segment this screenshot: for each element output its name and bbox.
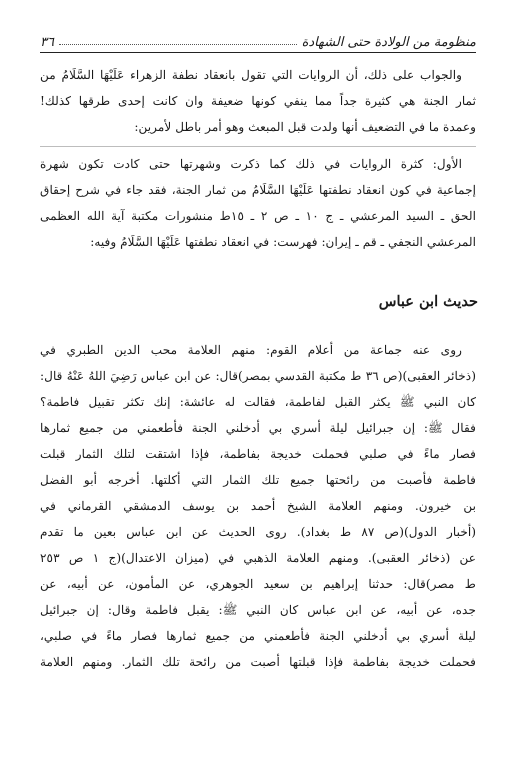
text-line: إجماعية في كون انعقاد نطفتها عَلَيْهَا السَّلَامُ من ثمار الجنة، فقد جاء في شرح إحقاق xyxy=(40,183,476,197)
text-line: فحملت خديجة بفاطمة فإذا قبلتها أصبت من رائحة تلك الثمار. ومنهم العلامة xyxy=(40,655,476,669)
paragraph-3 xyxy=(40,337,476,675)
text-line: عن (ذخائر العقبى). ومنهم العلامة الذهبي في (ميزان الاعتدال)(ج ١ ص ٢٥٣ xyxy=(40,551,476,565)
text-line: كان النبي ﷺ يكثر القبل لفاطمة، فقالت له عائشة: إنك تكثر تقبيل فاطمة؟ xyxy=(40,395,476,409)
page-number: ٣٦ xyxy=(40,35,54,50)
running-header xyxy=(40,26,476,50)
paragraph-1 xyxy=(40,62,476,140)
section-divider xyxy=(40,146,476,147)
text-line: ط مصر)قال: حدثنا إبراهيم بن سعيد الجوهري، عن المأمون، عن أبيه، عن xyxy=(40,577,476,591)
text-line: جده، عن أبيه، عن ابن عباس كان النبي ﷺ: يقبل فاطمة وقال: إن جبرائيل xyxy=(40,603,476,617)
text-line: (ذخائر العقبى)(ص ٣٦ ط مكتبة القدسي بمصر)قال: عن ابن عباس رَضِيَ اللهُ عَنْهُ قال: xyxy=(40,369,476,383)
running-title: منظومة من الولادة حتى الشهادة xyxy=(301,35,476,50)
text-line: وعمدة ما في التضعيف أنها ولدت قبل المبعث وهو أمر باطل لأمرين: xyxy=(134,120,476,134)
dotted-leader xyxy=(59,43,297,45)
text-line: فصار ماءً في صلبي فحملت خديجة بفاطمة، فإذا اشتقت لتلك الثمار قبلت xyxy=(40,447,476,461)
text-line: ثمار الجنة هي كثيرة جداً مما ينفي كونها ضعيفة وان كانت إحدى طرقها كذلك! xyxy=(40,94,476,108)
text-line: بن خيرون. ومنهم العلامة الشيخ أحمد بن يوسف الدمشقي القرماني في xyxy=(40,499,476,513)
header-rule xyxy=(40,52,476,53)
text-line: ليلة أسري بي أدخلني الجنة فأطعمني من جميع ثمارها فصار ماءً في صلبي، xyxy=(40,629,476,643)
text-line: فاطمة فأصبت من رائحتها جميع تلك الثمار التي أكلتها. أخرجه أبو الفضل xyxy=(40,473,476,487)
text-line: روى عنه جماعة من أعلام القوم: منهم العلامة محب الدين الطبري في xyxy=(40,343,462,357)
paragraph-2 xyxy=(40,151,476,255)
text-line: الحق ـ السيد المرعشي ـ ج ١٠ ـ ص ٢ ـ ١٥ط منشورات مكتبة آية الله العظمى xyxy=(40,209,476,223)
section-heading: حديث ابن عباس xyxy=(378,293,478,310)
text-line: والجواب على ذلك، أن الروايات التي تقول بانعقاد نطفة الزهراء عَلَيْهَا السَّلَامُ من xyxy=(40,68,462,82)
text-line: فقال ﷺ: إن جبرائيل ليلة أسري بي أدخلني الجنة فأطعمني من جميع ثمارها xyxy=(40,421,476,435)
text-line: المرعشي النجفي ـ قم ـ إيران: فهرست: في انعقاد نطفتها عَلَيْهَا السَّلَامُ وفيه: xyxy=(90,235,476,249)
text-line: (أخبار الدول)(ص ٨٧ ط بغداد). روى الحديث عن ابن عباس بعين ما تقدم xyxy=(40,525,476,539)
text-line: الأول: كثرة الروايات في ذلك كما ذكرت وشهرتها حتى كادت تكون شهرة xyxy=(40,157,462,171)
